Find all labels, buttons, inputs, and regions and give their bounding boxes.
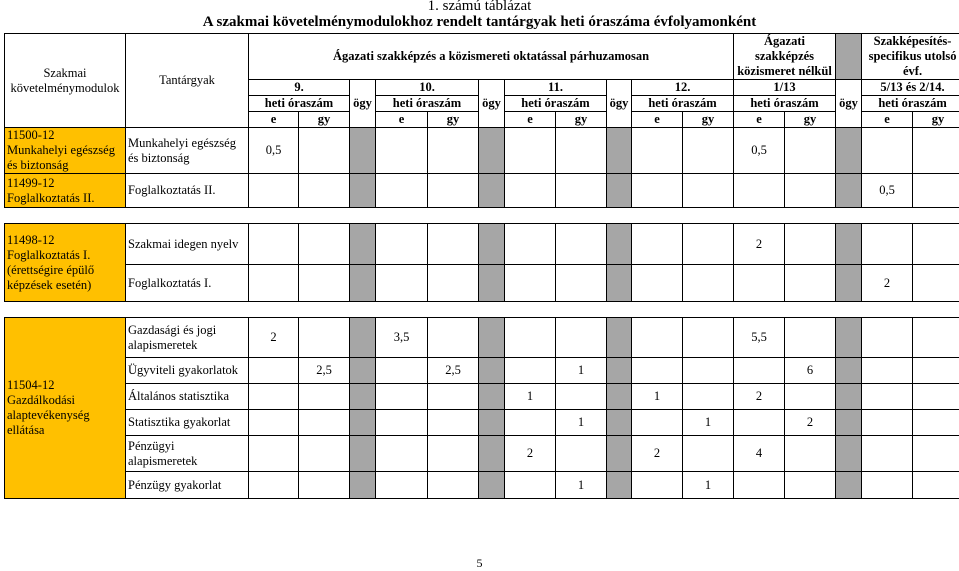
ogy-cell	[836, 384, 862, 410]
table-row	[5, 318, 959, 358]
value-cell	[862, 384, 913, 410]
subject-name: Általános statisztika	[126, 384, 249, 410]
value-cell	[862, 224, 913, 265]
value-cell	[556, 318, 607, 358]
subjects-header: Tantárgyak	[126, 34, 249, 128]
value-cell: 2	[734, 384, 785, 410]
value-cell	[913, 358, 959, 384]
ogy-cell	[479, 410, 505, 436]
value-cell	[632, 358, 683, 384]
value-cell	[556, 224, 607, 265]
gy-label: gy	[683, 112, 734, 128]
value-cell	[683, 358, 734, 384]
e-label: e	[376, 112, 428, 128]
subject-name: Gazdasági és jogi alapismeretek	[126, 318, 249, 358]
value-cell: 4	[734, 436, 785, 472]
e-label: e	[505, 112, 556, 128]
group-without-header: Ágazati szakképzés közismeret nélkül	[734, 34, 836, 80]
value-cell	[428, 128, 479, 174]
subject-name: Munkahelyi egészség és biztonság	[126, 128, 249, 174]
value-cell	[376, 128, 428, 174]
value-cell	[785, 436, 836, 472]
value-cell	[683, 265, 734, 302]
e-label: e	[862, 112, 913, 128]
module-name: Gazdálkodási alaptevékenység ellátása	[7, 393, 90, 437]
year-12: 12.	[632, 80, 734, 96]
value-cell	[249, 384, 299, 410]
value-cell	[862, 436, 913, 472]
value-cell	[428, 318, 479, 358]
ogy-cell	[836, 318, 862, 358]
value-cell	[376, 358, 428, 384]
value-cell	[785, 318, 836, 358]
value-cell	[249, 265, 299, 302]
value-cell	[913, 318, 959, 358]
year-9: 9.	[249, 80, 350, 96]
value-cell	[556, 128, 607, 174]
value-cell: 1	[556, 358, 607, 384]
value-cell: 1	[632, 384, 683, 410]
value-cell	[505, 358, 556, 384]
value-cell	[683, 384, 734, 410]
ogy-label: ögy	[607, 80, 632, 128]
weekly-hours-label: heti óraszám	[862, 96, 959, 112]
value-cell	[249, 472, 299, 499]
ogy-label: ögy	[479, 80, 505, 128]
value-cell	[249, 410, 299, 436]
value-cell	[376, 265, 428, 302]
value-cell: 1	[683, 472, 734, 499]
value-cell	[376, 174, 428, 208]
value-cell	[299, 472, 350, 499]
value-cell: 0,5	[862, 174, 913, 208]
value-cell	[913, 384, 959, 410]
value-cell: 1	[505, 384, 556, 410]
weekly-hours-label: heti óraszám	[505, 96, 607, 112]
value-cell	[556, 384, 607, 410]
value-cell: 2	[632, 436, 683, 472]
ogy-cell	[350, 410, 376, 436]
value-cell	[683, 436, 734, 472]
module-code: 11499-12	[7, 175, 55, 190]
value-cell	[785, 265, 836, 302]
value-cell	[683, 224, 734, 265]
e-label: e	[249, 112, 299, 128]
value-cell	[734, 265, 785, 302]
table-row	[5, 410, 959, 436]
spacer-row	[5, 302, 959, 318]
ogy-cell	[836, 436, 862, 472]
value-cell	[862, 358, 913, 384]
table-row	[5, 358, 959, 384]
subject-name: Statisztika gyakorlat	[126, 410, 249, 436]
module-code: 11498-12	[7, 232, 55, 247]
ogy-cell	[479, 358, 505, 384]
subject-name: Foglalkoztatás I.	[126, 265, 249, 302]
ogy-cell	[607, 265, 632, 302]
value-cell: 2	[505, 436, 556, 472]
value-cell	[785, 174, 836, 208]
table-row	[5, 224, 959, 265]
value-cell	[299, 436, 350, 472]
value-cell: 6	[785, 358, 836, 384]
value-cell	[299, 410, 350, 436]
module-code: 11504-12	[7, 378, 55, 392]
ogy-cell	[479, 174, 505, 208]
value-cell: 1	[683, 410, 734, 436]
value-cell	[428, 265, 479, 302]
value-cell	[785, 472, 836, 499]
value-cell	[376, 436, 428, 472]
subject-name: Foglalkoztatás II.	[126, 174, 249, 208]
value-cell	[785, 128, 836, 174]
gy-label: gy	[556, 112, 607, 128]
value-cell	[299, 265, 350, 302]
ogy-cell	[479, 128, 505, 174]
value-cell	[376, 410, 428, 436]
value-cell: 1	[556, 472, 607, 499]
subject-name: Pénzügyi alapismeretek	[126, 436, 249, 472]
value-cell	[632, 128, 683, 174]
weekly-hours-label: heti óraszám	[632, 96, 734, 112]
value-cell	[299, 318, 350, 358]
ogy-cell	[479, 265, 505, 302]
table-caption: 1. számú táblázat	[427, 0, 532, 14]
subject-name: Ügyviteli gyakorlatok	[126, 358, 249, 384]
value-cell: 0,5	[249, 128, 299, 174]
ogy-cell	[607, 224, 632, 265]
ogy-cell	[350, 174, 376, 208]
value-cell	[299, 224, 350, 265]
value-cell	[632, 224, 683, 265]
value-cell	[632, 472, 683, 499]
value-cell: 2	[785, 410, 836, 436]
ogy-cell	[607, 472, 632, 499]
year-5-13: 5/13 és 2/14.	[862, 80, 959, 96]
value-cell	[913, 224, 959, 265]
value-cell	[505, 472, 556, 499]
weekly-hours-label: heti óraszám	[376, 96, 479, 112]
e-label: e	[734, 112, 785, 128]
ogy-label: ögy	[350, 80, 376, 128]
table-row	[5, 265, 959, 302]
value-cell	[862, 318, 913, 358]
ogy-label: ögy	[836, 80, 862, 128]
ogy-cell	[607, 128, 632, 174]
gy-label: gy	[785, 112, 836, 128]
value-cell: 2	[249, 318, 299, 358]
value-cell	[632, 174, 683, 208]
value-cell	[249, 436, 299, 472]
value-cell: 2,5	[428, 358, 479, 384]
modules-header: Szakmai követelménymodulok	[5, 34, 126, 128]
ogy-cell	[607, 318, 632, 358]
value-cell: 0,5	[734, 128, 785, 174]
value-cell	[376, 384, 428, 410]
value-cell	[428, 410, 479, 436]
value-cell	[505, 128, 556, 174]
table-row	[5, 174, 959, 208]
ogy-cell	[607, 436, 632, 472]
ogy-cell	[350, 224, 376, 265]
ogy-cell	[350, 472, 376, 499]
ogy-cell	[607, 384, 632, 410]
value-cell	[556, 265, 607, 302]
value-cell	[913, 265, 959, 302]
table-row	[5, 384, 959, 410]
value-cell	[913, 410, 959, 436]
ogy-cell	[607, 358, 632, 384]
value-cell	[505, 318, 556, 358]
table-row	[5, 128, 959, 174]
subject-name: Pénzügy gyakorlat	[126, 472, 249, 499]
value-cell	[734, 174, 785, 208]
ogy-cell	[836, 174, 862, 208]
value-cell	[632, 410, 683, 436]
year-10: 10.	[376, 80, 479, 96]
value-cell	[913, 472, 959, 499]
value-cell: 2,5	[299, 358, 350, 384]
subject-name: Szakmai idegen nyelv	[126, 224, 249, 265]
value-cell: 1	[556, 410, 607, 436]
value-cell	[556, 436, 607, 472]
ogy-cell	[836, 265, 862, 302]
value-cell	[299, 174, 350, 208]
value-cell	[632, 318, 683, 358]
value-cell	[913, 128, 959, 174]
value-cell	[862, 128, 913, 174]
module-name: Munkahelyi egészség és biztonság	[7, 143, 115, 172]
table-title: A szakmai követelménymodulokhoz rendelt tantárgyak heti óraszáma évfolyamonként	[202, 14, 757, 30]
module-cell	[5, 174, 126, 208]
ogy-cell	[836, 128, 862, 174]
module-code: 11500-12	[7, 128, 55, 142]
spacer-cell	[5, 208, 959, 224]
value-cell	[913, 436, 959, 472]
value-cell	[249, 358, 299, 384]
year-11: 11.	[505, 80, 607, 96]
value-cell	[376, 224, 428, 265]
value-cell	[505, 174, 556, 208]
weekly-hours-label: heti óraszám	[734, 96, 836, 112]
module-name: Foglalkoztatás I. (érettségire épülő képzések esetén)	[7, 247, 95, 292]
value-cell	[249, 224, 299, 265]
module-cell	[5, 128, 126, 174]
value-cell	[683, 174, 734, 208]
ogy-cell	[479, 318, 505, 358]
table-row	[5, 436, 959, 472]
value-cell	[505, 410, 556, 436]
ogy-cell	[607, 410, 632, 436]
value-cell: 2	[734, 224, 785, 265]
value-cell	[734, 472, 785, 499]
value-cell	[428, 436, 479, 472]
value-cell	[505, 265, 556, 302]
value-cell	[734, 358, 785, 384]
e-label: e	[632, 112, 683, 128]
value-cell	[428, 384, 479, 410]
module-cell	[5, 224, 126, 302]
value-cell	[428, 472, 479, 499]
ogy-cell	[836, 410, 862, 436]
value-cell	[862, 472, 913, 499]
value-cell	[428, 174, 479, 208]
ogy-cell	[350, 436, 376, 472]
ogy-cell	[350, 128, 376, 174]
ogy-cell	[350, 318, 376, 358]
group-parallel-header: Ágazati szakképzés a közismereti oktatással párhuzamosan	[249, 34, 734, 80]
value-cell	[683, 128, 734, 174]
value-cell	[505, 224, 556, 265]
value-cell	[249, 174, 299, 208]
ogy-cell	[479, 436, 505, 472]
value-cell	[428, 224, 479, 265]
ogy-cell	[350, 384, 376, 410]
ogy-cell	[836, 472, 862, 499]
gy-label: gy	[913, 112, 959, 128]
ogy-cell	[350, 265, 376, 302]
value-cell	[683, 318, 734, 358]
value-cell	[913, 174, 959, 208]
table-row	[5, 472, 959, 499]
value-cell: 5,5	[734, 318, 785, 358]
curriculum-table	[4, 33, 959, 499]
value-cell	[862, 410, 913, 436]
value-cell	[556, 174, 607, 208]
ogy-cell	[836, 358, 862, 384]
spacer-cell	[5, 302, 959, 318]
gy-label: gy	[299, 112, 350, 128]
ogy-cell	[607, 174, 632, 208]
value-cell	[734, 410, 785, 436]
gy-label: gy	[428, 112, 479, 128]
ogy-cell	[836, 224, 862, 265]
value-cell	[376, 472, 428, 499]
module-name: Foglalkoztatás II.	[7, 190, 95, 205]
value-cell	[299, 384, 350, 410]
page-number: 5	[476, 556, 483, 570]
spacer-row	[5, 208, 959, 224]
ogy-cell	[350, 358, 376, 384]
group-specific-header: Szakképesítés-specifikus utolsó évf.	[862, 34, 959, 80]
value-cell	[299, 128, 350, 174]
ogy-cell	[479, 472, 505, 499]
ogy-cell	[479, 384, 505, 410]
ogy-cell	[479, 224, 505, 265]
value-cell	[632, 265, 683, 302]
value-cell: 2	[862, 265, 913, 302]
module-cell	[5, 318, 126, 499]
value-cell	[785, 384, 836, 410]
year-1-13: 1/13	[734, 80, 836, 96]
weekly-hours-label: heti óraszám	[249, 96, 350, 112]
value-cell	[785, 224, 836, 265]
value-cell: 3,5	[376, 318, 428, 358]
